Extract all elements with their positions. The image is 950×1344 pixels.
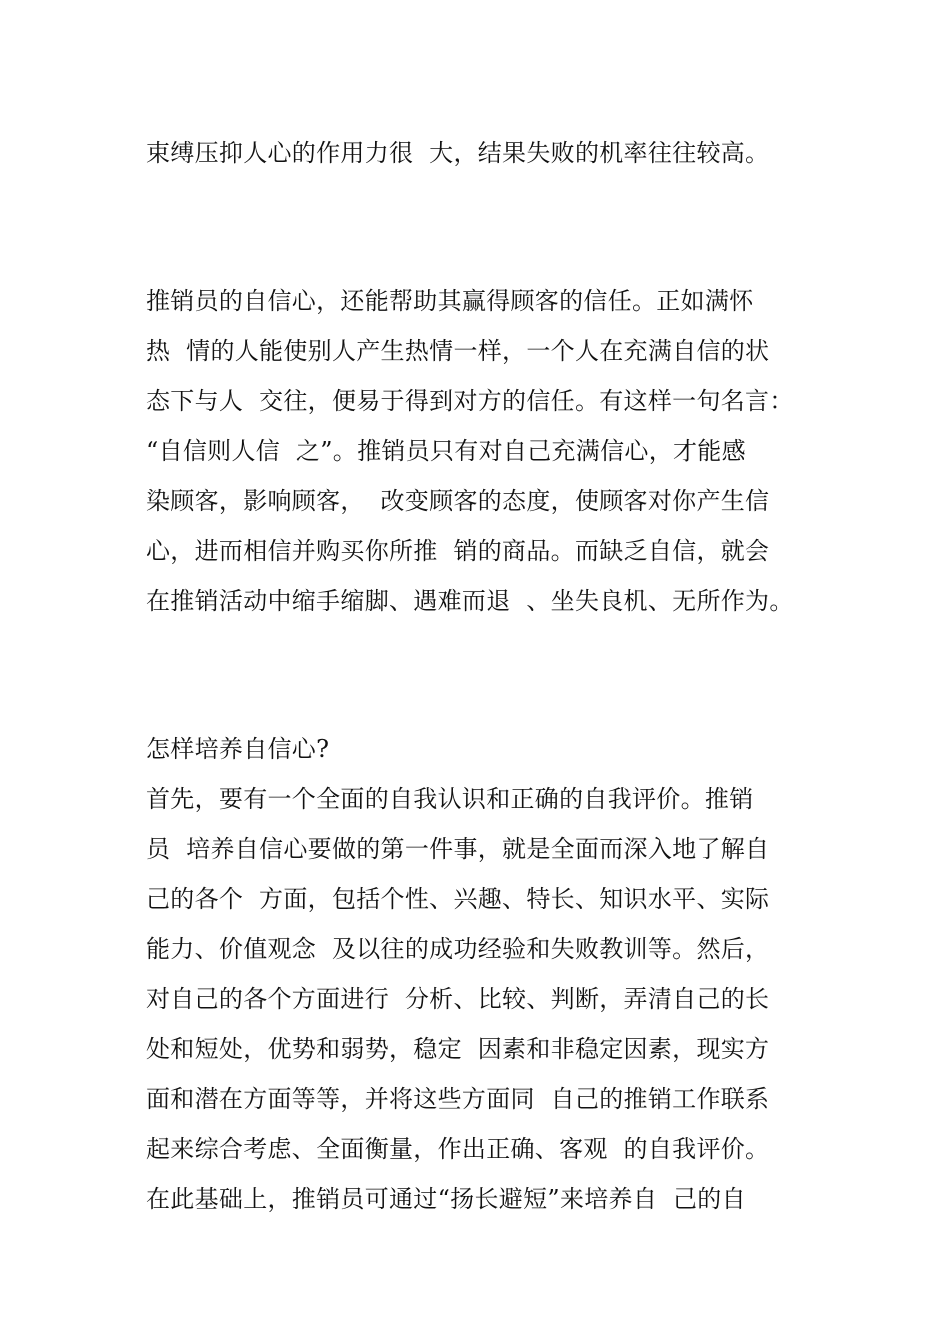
paragraph-2-line-2: 热 情的人能使别人产生热情一样，一个人在充满自信的状: [146, 337, 770, 365]
paragraph-2-line-7: 在推销活动中缩手缩脚、遇难而退 、坐失良机、无所作为。: [146, 587, 794, 615]
paragraph-3-line-9: 在此基础上，推销员可通过“扬长避短”来培养自 己的自: [146, 1185, 746, 1213]
paragraph-2-line-4: “自信则人信 之”。推销员只有对自己充满信心，才能感: [146, 437, 746, 465]
paragraph-2-line-6: 心，进而相信并购买你所推 销的商品。而缺乏自信，就会: [146, 537, 770, 565]
paragraph-3-line-7: 面和潜在方面等等，并将这些方面同 自己的推销工作联系: [146, 1085, 770, 1113]
paragraph-3-line-5: 对自己的各个方面进行 分析、比较、判断，弄清自己的长: [146, 985, 770, 1013]
paragraph-2-line-1: 推销员的自信心，还能帮助其赢得顾客的信任。正如满怀: [146, 287, 754, 315]
paragraph-3-line-3: 己的各个 方面，包括个性、兴趣、特长、知识水平、实际: [146, 885, 770, 913]
paragraph-3-line-1: 首先，要有一个全面的自我认识和正确的自我评价。推销: [146, 785, 754, 813]
paragraph-2-line-5: 染顾客，影响顾客， 改变顾客的态度，使顾客对你产生信: [146, 487, 770, 515]
paragraph-3-line-6: 处和短处，优势和弱势，稳定 因素和非稳定因素，现实方: [146, 1035, 770, 1063]
paragraph-3-line-4: 能力、价值观念 及以往的成功经验和失败教训等。然后，: [146, 935, 770, 963]
paragraph-2-line-3: 态下与人 交往，便易于得到对方的信任。有这样一句名言：: [146, 387, 794, 415]
paragraph-3-line-2: 员 培养自信心要做的第一件事，就是全面而深入地了解自: [146, 835, 770, 863]
paragraph-3-line-8: 起来综合考虑、全面衡量，作出正确、客观 的自我评价。: [146, 1135, 770, 1163]
section-heading: 怎样培养自信心?: [146, 735, 330, 763]
paragraph-1-line-1: 束缚压抑人心的作用力很 大，结果失败的机率往往较高。: [146, 139, 770, 167]
